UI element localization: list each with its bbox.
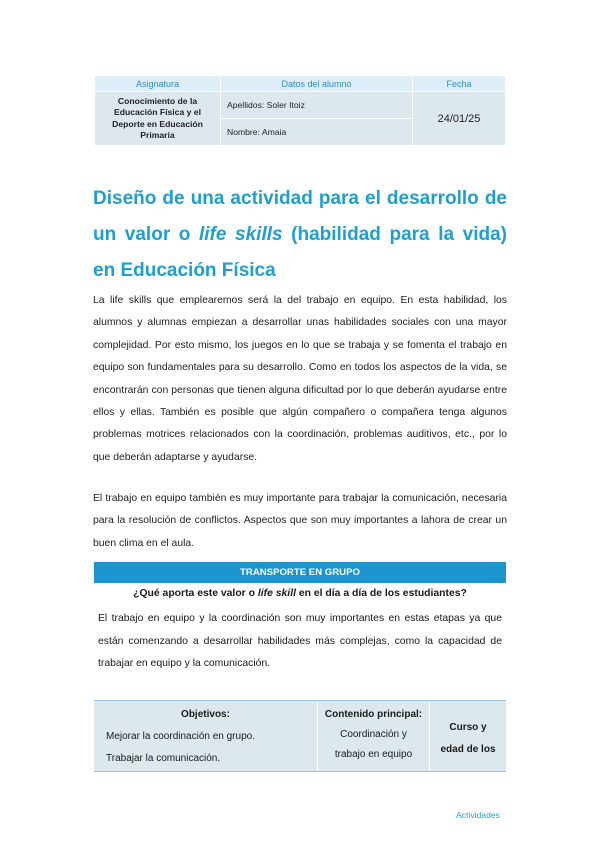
activity-banner: TRANSPORTE EN GRUPO: [94, 562, 506, 583]
objective-item: Trabajar la comunicación.: [106, 753, 221, 764]
date-value: 24/01/25: [413, 92, 506, 146]
title-text-start: Diseño de una actividad para el desarrollo de un valor o: [93, 188, 507, 245]
course-label-line: Curso y: [449, 722, 487, 733]
course-label-line: edad de los: [440, 744, 496, 755]
objectives-cell: [94, 701, 318, 771]
footer-label: Actividades: [456, 810, 500, 820]
content-line: Coordinación y: [340, 729, 407, 740]
surnames-value: Apellidos: Soler Itoiz: [221, 92, 413, 119]
question-text-end: en el día a día de los estudiantes?: [295, 588, 467, 599]
title-italic-term: life skills: [199, 224, 283, 245]
value-answer: El trabajo en equipo y la coordinación son muy importantes en estas etapas ya que están comenzando a desarrollar habilidades más complejas, como la capacidad de trabajar en equipo y la comunicación.: [98, 613, 502, 669]
content-cell: [318, 701, 430, 771]
page-title: [93, 181, 507, 289]
question-italic-term: life skill: [257, 588, 296, 599]
student-column-header: Datos del alumno: [221, 76, 413, 92]
subject-value: Conocimiento de la Educación Física y el Deporte en Educación Primaria: [95, 92, 221, 146]
question-text-start: ¿Qué aporta este valor o: [133, 588, 258, 599]
value-question: [94, 588, 506, 599]
intro-paragraph: La life skills que emplearemos será la del trabajo en equipo. En esta habilidad, los alumnos y alumnas empiezan a desarrollar unas habilidades sociales con una mayor complejidad. Por esto mismo, los juegos en lo que se trabaja y se fomenta el trabajo en equipo son fundamentales para su desarrollo. Como en todos los aspectos de la vida, se encontrarán con personas que tienen alguna dificultad por lo que deberán ayudarse entre ellos y ellas. También es posible que algún compañero o compañera tenga algunos problemas motrices relacionados con la coordinación, problemas auditivos, etc., por lo que deberán adaptarse y ayudarse.: [93, 295, 507, 463]
content-line: trabajo en equipo: [334, 749, 413, 760]
content-label: Contenido principal:: [324, 709, 423, 720]
date-column-header: Fecha: [413, 76, 506, 92]
communication-paragraph: El trabajo en equipo también es muy importante para trabajar la comunicación, necesaria para la resolución de conflictos. Aspectos que son muy importantes a lahora de crear un buen clima en el aula.: [93, 493, 507, 549]
subject-column-header: Asignatura: [95, 76, 221, 92]
activity-details-table: [94, 700, 506, 772]
objective-item: Mejorar la coordinación en grupo.: [106, 731, 255, 742]
title-text-end: (habilidad para la vida) en Educación Física: [93, 224, 507, 281]
course-cell: [430, 701, 506, 771]
objectives-label: Objetivos:: [181, 709, 230, 720]
student-info-table: [94, 75, 506, 146]
name-value: Nombre: Amaia: [221, 119, 413, 146]
